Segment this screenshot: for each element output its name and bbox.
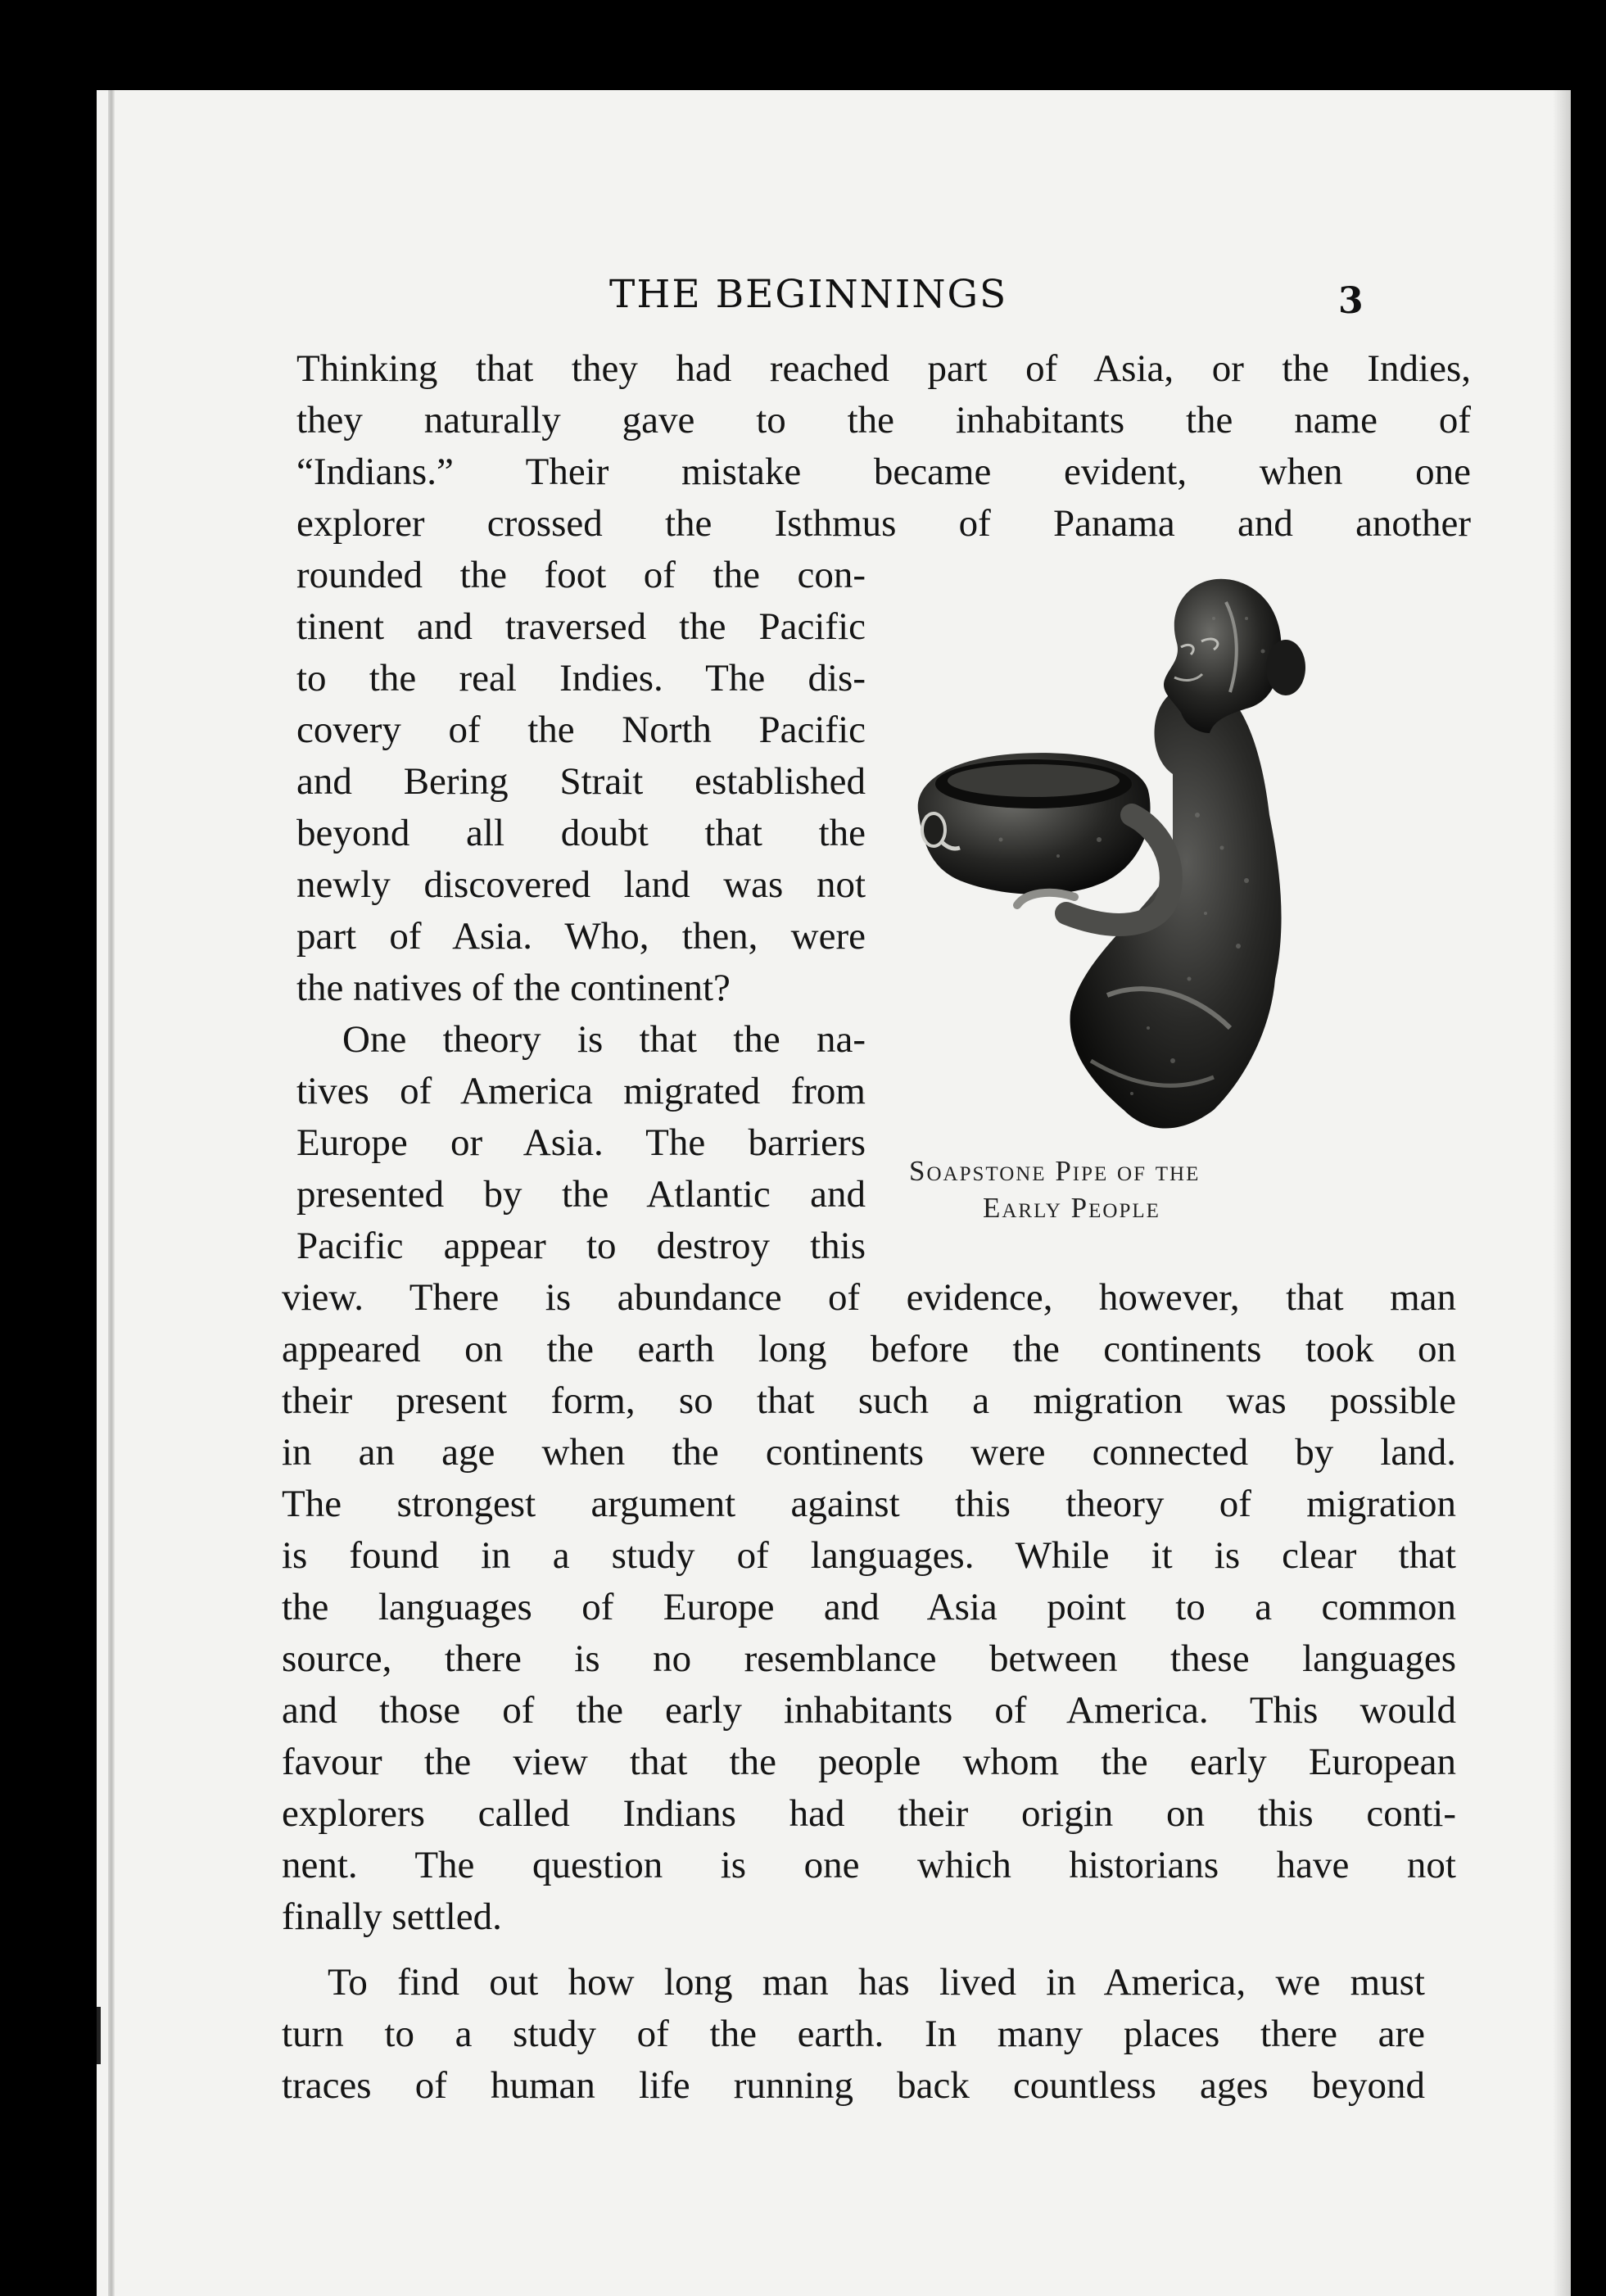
binding-gutter	[108, 90, 115, 2296]
text-line: beyond all doubt that the	[296, 812, 866, 854]
text-line: Pacific appear to destroy this	[296, 1225, 866, 1267]
text-line: rounded the foot of the con-	[296, 554, 866, 596]
book-page	[97, 90, 1571, 2296]
text-line: they naturally gave to the inhabitants the name of	[296, 399, 1471, 442]
gutter-shadow-mark	[97, 2007, 101, 2064]
running-title: THE BEGINNINGS	[609, 272, 1008, 317]
text-line: part of Asia. Who, then, were	[296, 915, 866, 958]
text-line: the languages of Europe and Asia point to a common	[282, 1586, 1456, 1628]
text-line: “Indians.” Their mistake became evident, when one	[296, 451, 1471, 493]
text-line: view. There is abundance of evidence, however, that man	[282, 1276, 1456, 1319]
text-line: explorer crossed the Isthmus of Panama and another	[296, 502, 1471, 545]
text-line: and those of the early inhabitants of America. This would	[282, 1689, 1456, 1732]
text-line: tinent and traversed the Pacific	[296, 605, 866, 648]
text-line: presented by the Atlantic and	[296, 1173, 866, 1216]
figure-caption-line-1: Soapstone Pipe of the	[909, 1155, 1201, 1187]
text-line: turn to a study of the earth. In many places there are	[282, 2013, 1425, 2055]
text-line: covery of the North Pacific	[296, 709, 866, 751]
text-line: To find out how long man has lived in America, we must	[328, 1961, 1425, 2004]
text-line: finally settled.	[282, 1895, 502, 1938]
text-line: source, there is no resemblance between these languages	[282, 1637, 1456, 1680]
text-line: newly discovered land was not	[296, 863, 866, 906]
running-head	[97, 272, 1571, 329]
text-line: their present form, so that such a migration was possible	[282, 1379, 1456, 1422]
text-line: The strongest argument against this theory of migration	[282, 1483, 1456, 1525]
text-line: One theory is that the na-	[342, 1018, 866, 1061]
text-line: appeared on the earth long before the continents took on	[282, 1328, 1456, 1370]
text-line: to the real Indies. The dis-	[296, 657, 866, 700]
soapstone-pipe-figure	[903, 569, 1363, 1143]
text-line: favour the view that the people whom the early European	[282, 1741, 1456, 1783]
text-line: tives of America migrated from	[296, 1070, 866, 1112]
text-line: and Bering Strait established	[296, 760, 866, 803]
page-number: 3	[1338, 280, 1364, 322]
text-line: traces of human life running back countless ages beyond	[282, 2064, 1425, 2107]
text-line: Thinking that they had reached part of Asia, or the Indies,	[296, 347, 1471, 390]
text-line: Europe or Asia. The barriers	[296, 1121, 866, 1164]
text-line: in an age when the continents were connected by land.	[282, 1431, 1456, 1474]
text-line: explorers called Indians had their origin on this conti-	[282, 1792, 1456, 1835]
text-line: nent. The question is one which historians have not	[282, 1844, 1456, 1886]
page-edge-shadow	[1553, 90, 1571, 2296]
soapstone-pipe-illustration	[903, 569, 1363, 1143]
text-line: is found in a study of languages. While it is clear that	[282, 1534, 1456, 1577]
figure-caption-line-2: Early People	[983, 1192, 1160, 1224]
text-line: the natives of the continent?	[296, 967, 731, 1009]
